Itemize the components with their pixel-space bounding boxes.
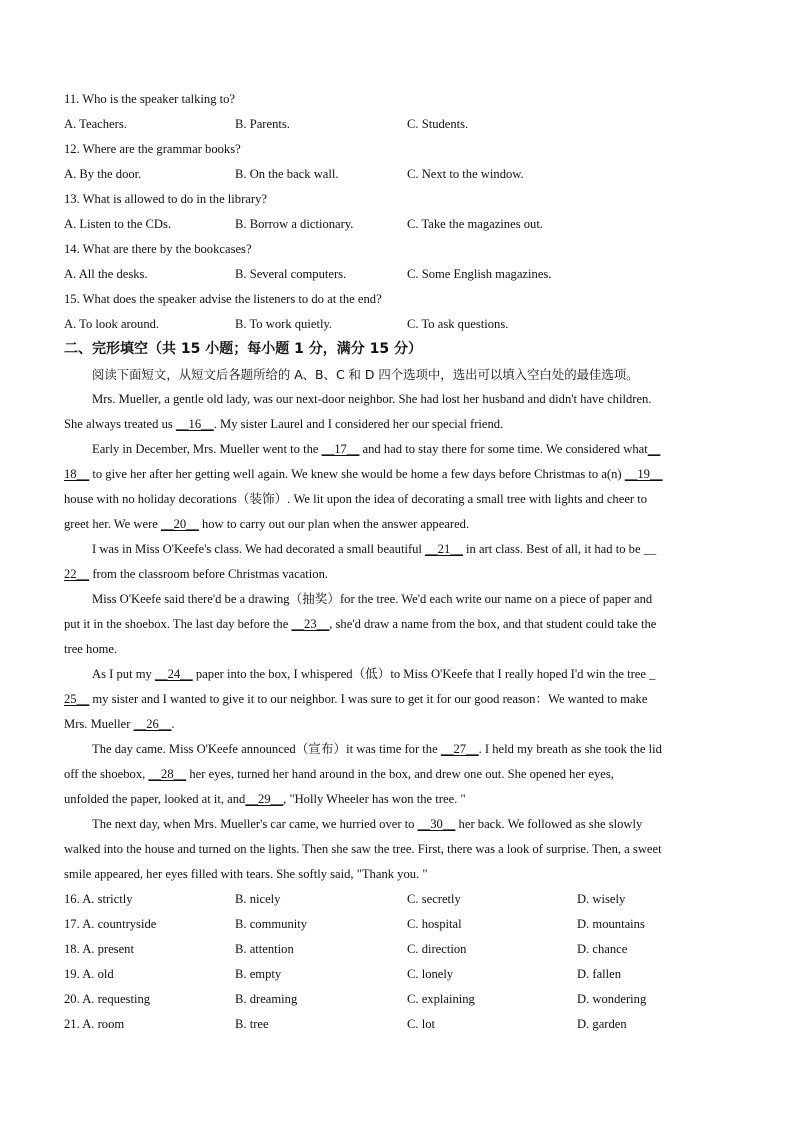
passage-text: Mrs. Mueller bbox=[64, 717, 134, 731]
option-row bbox=[64, 1012, 732, 1037]
passage-text: . I held my breath as she took the lid bbox=[478, 742, 662, 756]
passage-line: house with no holiday decorations（装饰）. We lit upon the idea of decorating a small tree with lights and cheer to bbox=[64, 492, 648, 506]
passage-text: , she'd draw a name from the box, and that student could take the bbox=[329, 617, 657, 631]
option-row bbox=[64, 937, 732, 962]
passage-text: my sister and I wanted to give it to our neighbor. I was sure to get it for our good reason：We wanted to make bbox=[89, 692, 648, 706]
option-row bbox=[64, 912, 732, 937]
blank-26: __26__ bbox=[133, 717, 172, 731]
question-13 bbox=[64, 187, 732, 237]
option-a: 20. A. requesting bbox=[64, 992, 151, 1006]
passage-text: off the shoebox, bbox=[64, 767, 149, 781]
option-d: D. chance bbox=[577, 942, 628, 956]
option-b: B. dreaming bbox=[235, 992, 298, 1006]
blank-21: __21__ bbox=[425, 542, 463, 556]
option-c: C. Students. bbox=[407, 117, 469, 131]
blank-18-lead: __ bbox=[647, 442, 661, 456]
question-stem: 14. What are there by the bookcases? bbox=[64, 242, 252, 256]
option-a: A. By the door. bbox=[64, 167, 142, 181]
passage-line bbox=[64, 462, 732, 487]
blank-30: __30__ bbox=[417, 817, 456, 831]
passage-line bbox=[64, 537, 732, 562]
section-heading: 二、完形填空（共 15 小题；每小题 1 分，满分 15 分） bbox=[64, 341, 422, 357]
question-stem: 12. Where are the grammar books? bbox=[64, 142, 241, 156]
passage-text: The day came. Miss O'Keefe announced（宣布）it was time for the bbox=[92, 742, 441, 756]
blank-27: __27__ bbox=[440, 742, 479, 756]
passage-text: her eyes, turned her hand around in the box, and drew one out. She opened her eyes, bbox=[186, 767, 614, 781]
option-a: A. Listen to the CDs. bbox=[64, 217, 172, 231]
passage-text: As I put my bbox=[92, 667, 155, 681]
question-stem: 15. What does the speaker advise the listeners to do at the end? bbox=[64, 292, 382, 306]
passage-line: walked into the house and turned on the lights. Then she saw the tree. First, there was a look of surprise. Then, a sweet bbox=[64, 842, 662, 856]
passage-line: tree home. bbox=[64, 642, 118, 656]
option-a: 19. A. old bbox=[64, 967, 114, 981]
option-a: A. Teachers. bbox=[64, 117, 127, 131]
passage-line bbox=[64, 412, 732, 437]
passage-text: put it in the shoebox. The last day before the bbox=[64, 617, 292, 631]
option-c: C. lonely bbox=[407, 967, 454, 981]
passage-line bbox=[64, 562, 732, 587]
blank-24: __24__ bbox=[154, 667, 193, 681]
option-row bbox=[64, 962, 732, 987]
option-row bbox=[64, 312, 732, 337]
exam-page bbox=[64, 87, 732, 1037]
passage-line: Mrs. Mueller, a gentle old lady, was our next-door neighbor. She had lost her husband and didn't have children. bbox=[92, 392, 652, 406]
option-row bbox=[64, 887, 732, 912]
option-a: 17. A. countryside bbox=[64, 917, 157, 931]
blank-19: __19__ bbox=[624, 467, 663, 481]
cloze-options bbox=[64, 887, 732, 1037]
passage-text: . bbox=[171, 717, 175, 731]
passage-line bbox=[64, 687, 732, 712]
passage-text: how to carry out our plan when the answer appeared. bbox=[198, 517, 470, 531]
option-c: C. Take the magazines out. bbox=[407, 217, 543, 231]
option-c: C. hospital bbox=[407, 917, 462, 931]
option-row bbox=[64, 262, 732, 287]
passage-line bbox=[64, 712, 732, 737]
passage-line bbox=[64, 737, 732, 762]
blank-23: __23__ bbox=[291, 617, 330, 631]
option-d: D. fallen bbox=[577, 967, 622, 981]
option-d: D. wondering bbox=[577, 992, 647, 1006]
passage-line bbox=[64, 662, 732, 687]
question-14 bbox=[64, 237, 732, 287]
passage-text: greet her. We were bbox=[64, 517, 162, 531]
blank-29: __29__ bbox=[245, 792, 284, 806]
option-row bbox=[64, 212, 732, 237]
option-b: B. Borrow a dictionary. bbox=[235, 217, 354, 231]
blank-20: __20__ bbox=[161, 517, 199, 531]
option-d: D. mountains bbox=[577, 917, 645, 931]
option-b: B. attention bbox=[235, 942, 294, 956]
passage-line bbox=[64, 512, 732, 537]
passage-line bbox=[64, 612, 732, 637]
option-d: D. garden bbox=[577, 1017, 627, 1031]
option-c: C. lot bbox=[407, 1017, 435, 1031]
option-a: 21. A. room bbox=[64, 1017, 125, 1031]
blank-16: __16__ bbox=[175, 417, 214, 431]
passage-text: to give her after her getting well again. We knew she would be home a few days before Christmas to a(n) bbox=[89, 467, 625, 481]
passage-line: Miss O'Keefe said there'd be a drawing（抽奖）for the tree. We'd each write our name on a piece of paper and bbox=[92, 592, 653, 606]
option-a: 16. A. strictly bbox=[64, 892, 133, 906]
passage-text: The next day, when Mrs. Mueller's car came, we hurried over to bbox=[92, 817, 418, 831]
passage-text: . My sister Laurel and I considered her our special friend. bbox=[213, 417, 504, 431]
passage-text: paper into the box, I whispered（低）to Miss O'Keefe that I really hoped I'd win the tree _ bbox=[192, 667, 656, 681]
option-c: C. direction bbox=[407, 942, 467, 956]
option-b: B. On the back wall. bbox=[235, 167, 339, 181]
passage-text: unfolded the paper, looked at it, and bbox=[64, 792, 246, 806]
passage-text: in art class. Best of all, it had to be __ bbox=[462, 542, 657, 556]
passage-text: her back. We followed as she slowly bbox=[455, 817, 643, 831]
question-11 bbox=[64, 87, 732, 137]
passage-line bbox=[64, 437, 732, 462]
option-b: B. empty bbox=[235, 967, 282, 981]
option-c: C. Next to the window. bbox=[407, 167, 524, 181]
option-row bbox=[64, 112, 732, 137]
passage-text: I was in Miss O'Keefe's class. We had decorated a small beautiful bbox=[92, 542, 426, 556]
option-c: C. secretly bbox=[407, 892, 461, 906]
passage-line bbox=[64, 812, 732, 837]
option-d: D. wisely bbox=[577, 892, 626, 906]
question-stem: 13. What is allowed to do in the library? bbox=[64, 192, 267, 206]
option-b: B. Several computers. bbox=[235, 267, 347, 281]
option-c: C. To ask questions. bbox=[407, 317, 509, 331]
passage-line bbox=[64, 787, 732, 812]
passage-line: smile appeared, her eyes filled with tears. She softly said, "Thank you. " bbox=[64, 867, 428, 881]
option-b: B. To work quietly. bbox=[235, 317, 333, 331]
option-a: A. To look around. bbox=[64, 317, 160, 331]
option-a: 18. A. present bbox=[64, 942, 134, 956]
option-b: B. community bbox=[235, 917, 308, 931]
blank-17: __17__ bbox=[321, 442, 360, 456]
blank-28: __28__ bbox=[148, 767, 187, 781]
section-instruction: 阅读下面短文，从短文后各题所给的 A、B、C 和 D 四个选项中，选出可以填入空白处的最佳选项。 bbox=[92, 367, 639, 382]
passage-text: Early in December, Mrs. Mueller went to the bbox=[92, 442, 322, 456]
cloze-passage bbox=[64, 387, 732, 887]
option-b: B. tree bbox=[235, 1017, 269, 1031]
option-b: B. Parents. bbox=[235, 117, 290, 131]
blank-18: 18__ bbox=[64, 467, 90, 481]
option-b: B. nicely bbox=[235, 892, 281, 906]
blank-25: 25__ bbox=[64, 692, 90, 706]
option-row bbox=[64, 987, 732, 1012]
question-12 bbox=[64, 137, 732, 187]
passage-text: from the classroom before Christmas vacation. bbox=[89, 567, 329, 581]
passage-text: , "Holly Wheeler has won the tree. " bbox=[283, 792, 466, 806]
passage-line bbox=[64, 762, 732, 787]
question-15 bbox=[64, 287, 732, 337]
option-c: C. explaining bbox=[407, 992, 475, 1006]
passage-text: She always treated us bbox=[64, 417, 176, 431]
option-a: A. All the desks. bbox=[64, 267, 148, 281]
option-c: C. Some English magazines. bbox=[407, 267, 552, 281]
question-stem: 11. Who is the speaker talking to? bbox=[64, 92, 236, 106]
passage-text: and had to stay there for some time. We considered what bbox=[359, 442, 648, 456]
blank-22: 22__ bbox=[64, 567, 90, 581]
option-row bbox=[64, 162, 732, 187]
